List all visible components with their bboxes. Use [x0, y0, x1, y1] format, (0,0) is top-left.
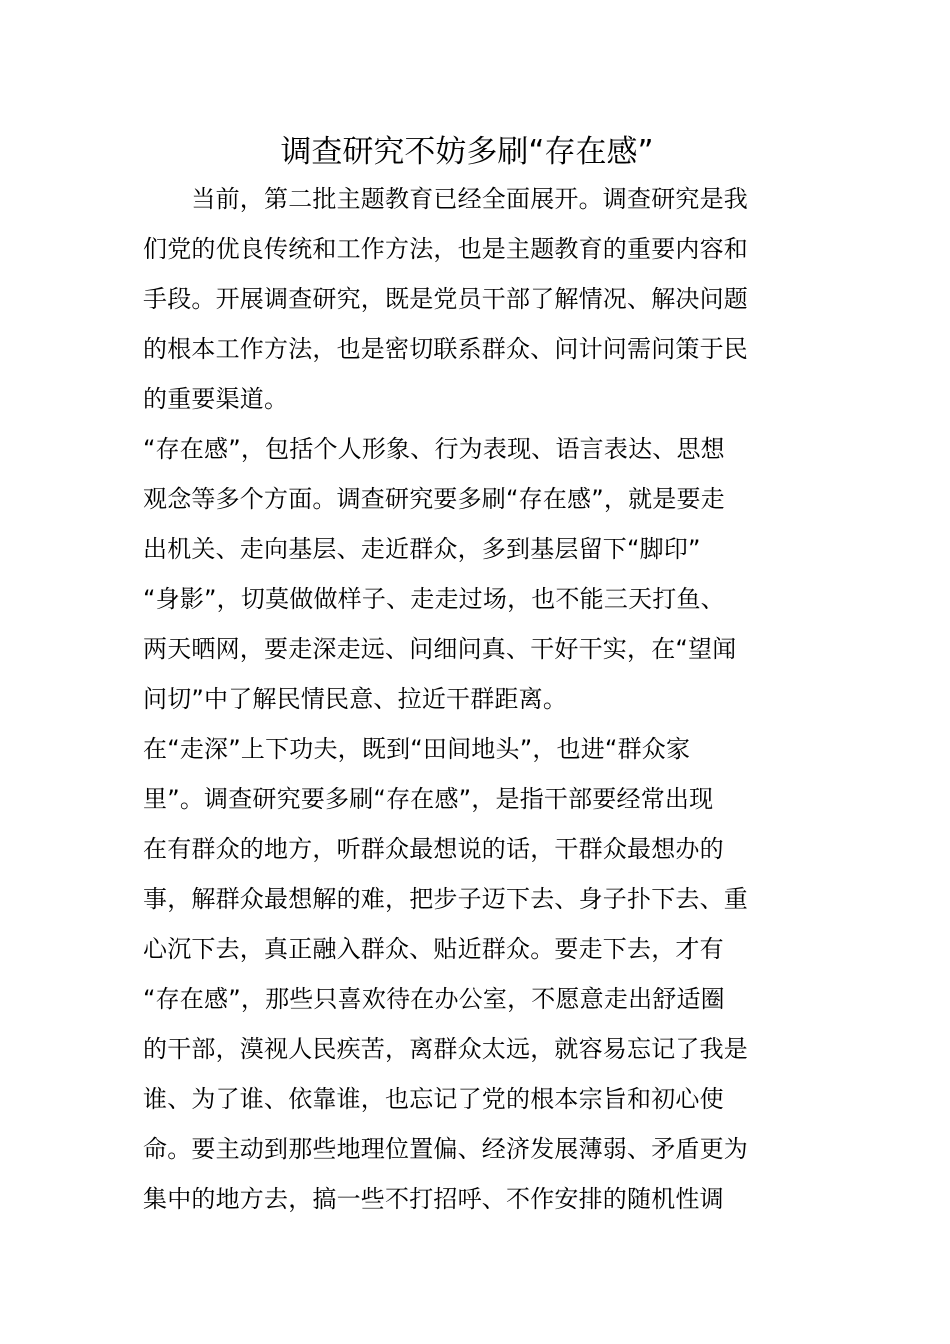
- body-line: 的干部，漠视人民疾苦，离群众太远，就容易忘记了我是: [143, 1035, 748, 1063]
- document-body: [143, 174, 809, 1224]
- body-line: 们党的优良传统和工作方法，也是主题教育的重要内容和: [143, 235, 748, 263]
- body-line: “身影”，切莫做做样子、走走过场，也不能三天打鱼、: [143, 585, 725, 613]
- body-line: 的重要渠道。: [143, 385, 289, 413]
- body-line: 里”。调查研究要多刷“存在感”，是指干部要经常出现: [143, 785, 714, 813]
- document-title: 调查研究不妨多刷“存在感”: [280, 134, 654, 170]
- body-line: 在有群众的地方，听群众最想说的话，干群众最想办的: [143, 835, 724, 863]
- body-line: 问切”中了解民情民意、拉近干群距离。: [143, 685, 568, 713]
- body-line: 观念等多个方面。调查研究要多刷“存在感”，就是要走: [143, 485, 725, 513]
- body-line: 命。要主动到那些地理位置偏、经济发展薄弱、矛盾更为: [143, 1135, 748, 1163]
- body-line: 的根本工作方法，也是密切联系群众、问计问需问策于民: [143, 335, 748, 363]
- body-line: 集中的地方去，搞一些不打招呼、不作安排的随机性调: [143, 1185, 724, 1213]
- body-line: “存在感”，包括个人形象、行为表现、语言表达、思想: [143, 435, 725, 463]
- body-line: 事，解群众最想解的难，把步子迈下去、身子扑下去、重: [143, 885, 748, 913]
- body-line: 两天晒网，要走深走远、问细问真、干好干实，在“望闻: [143, 635, 737, 663]
- body-line: 谁、为了谁、依靠谁，也忘记了党的根本宗旨和初心使: [143, 1085, 724, 1113]
- body-line: “存在感”，那些只喜欢待在办公室，不愿意走出舒适圈: [143, 985, 725, 1013]
- body-line: 心沉下去，真正融入群众、贴近群众。要走下去，才有: [143, 935, 724, 963]
- body-line: 出机关、走向基层、走近群众，多到基层留下“脚印”: [143, 535, 701, 563]
- body-line: 手段。开展调查研究，既是党员干部了解情况、解决问题: [143, 285, 748, 313]
- body-line: 在“走深”上下功夫，既到“田间地头”，也进“群众家: [143, 735, 691, 763]
- body-line: 当前，第二批主题教育已经全面展开。调查研究是我: [143, 185, 748, 213]
